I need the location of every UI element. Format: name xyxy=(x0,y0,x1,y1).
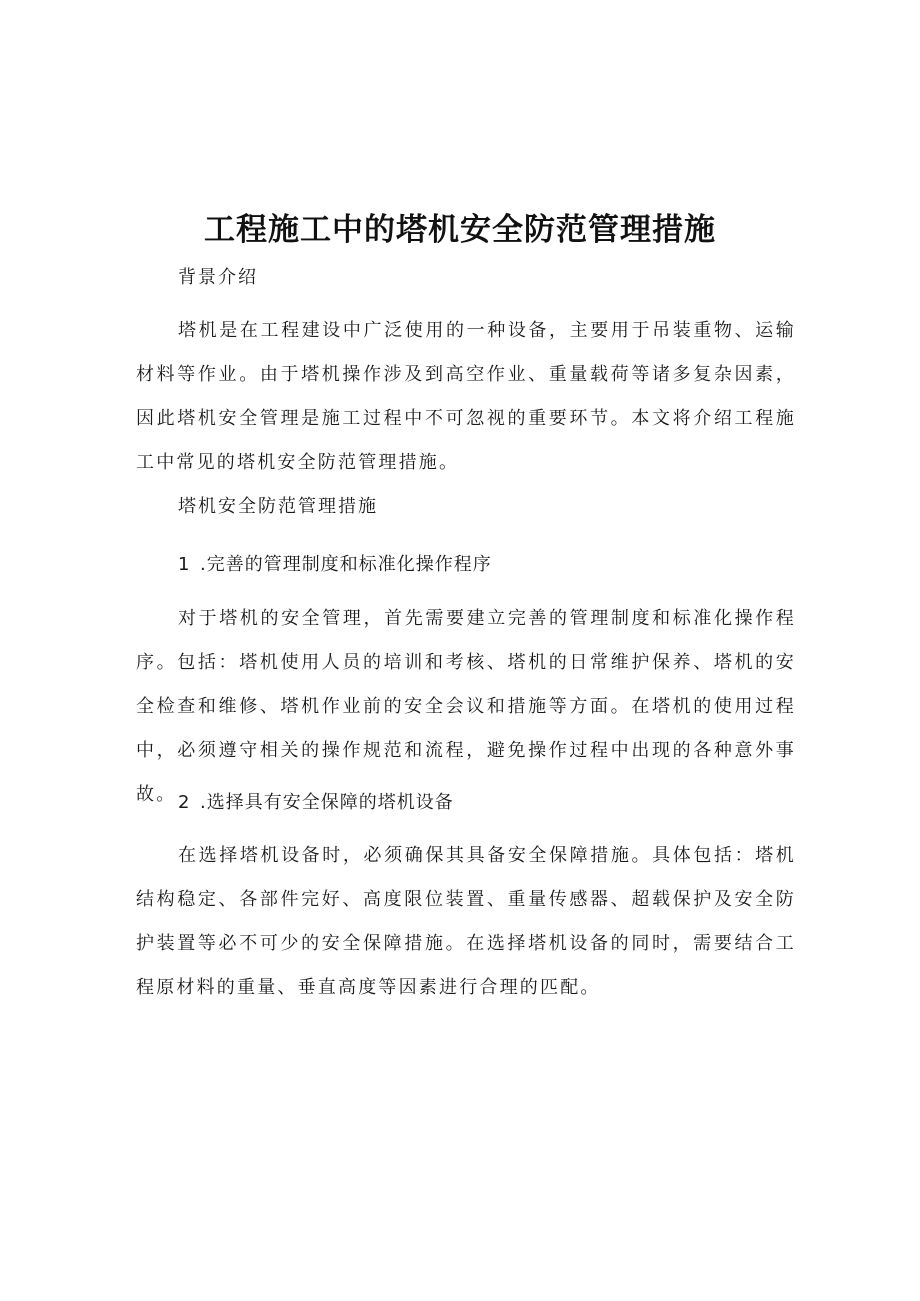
section-heading-measures: 塔机安全防范管理措施 xyxy=(178,496,378,517)
list-item-title-2: .选择具有安全保障的塔机设备 xyxy=(200,792,454,813)
list-item-heading-2 xyxy=(178,790,454,816)
list-item-title-1: .完善的管理制度和标准化操作程序 xyxy=(200,554,492,575)
list-item-number-1: 1 xyxy=(178,554,191,575)
list-item-number-2: 2 xyxy=(178,792,191,813)
document-title: 工程施工中的塔机安全防范管理措施 xyxy=(204,212,716,248)
section-heading-background: 背景介绍 xyxy=(178,267,258,288)
list-item-heading-1 xyxy=(178,552,492,578)
paragraph-background: 塔机是在工程建设中广泛使用的一种设备，主要用于吊装重物、运输材料等作业。由于塔机操作涉及到高空作业、重量载荷等诸多复杂因素，因此塔机安全管理是施工过程中不可忽视的重要环节。本文将介绍工程施工中常见的塔机安全防范管理措施。 xyxy=(136,320,796,473)
paragraph-item-2: 在选择塔机设备时，必须确保其具备安全保障措施。具体包括：塔机结构稳定、各部件完好、高度限位装置、重量传感器、超载保护及安全防护装置等必不可少的安全保障措施。在选择塔机设备的同时，需要结合工程原材料的重量、垂直高度等因素进行合理的匹配。 xyxy=(136,845,796,998)
paragraph-item-1: 对于塔机的安全管理，首先需要建立完善的管理制度和标准化操作程序。包括：塔机使用人员的培训和考核、塔机的日常维护保养、塔机的安全检查和维修、塔机作业前的安全会议和措施等方面。在塔机的使用过程中，必须遵守相关的操作规范和流程，避免操作过程中出现的各种意外事故。 xyxy=(136,608,796,805)
